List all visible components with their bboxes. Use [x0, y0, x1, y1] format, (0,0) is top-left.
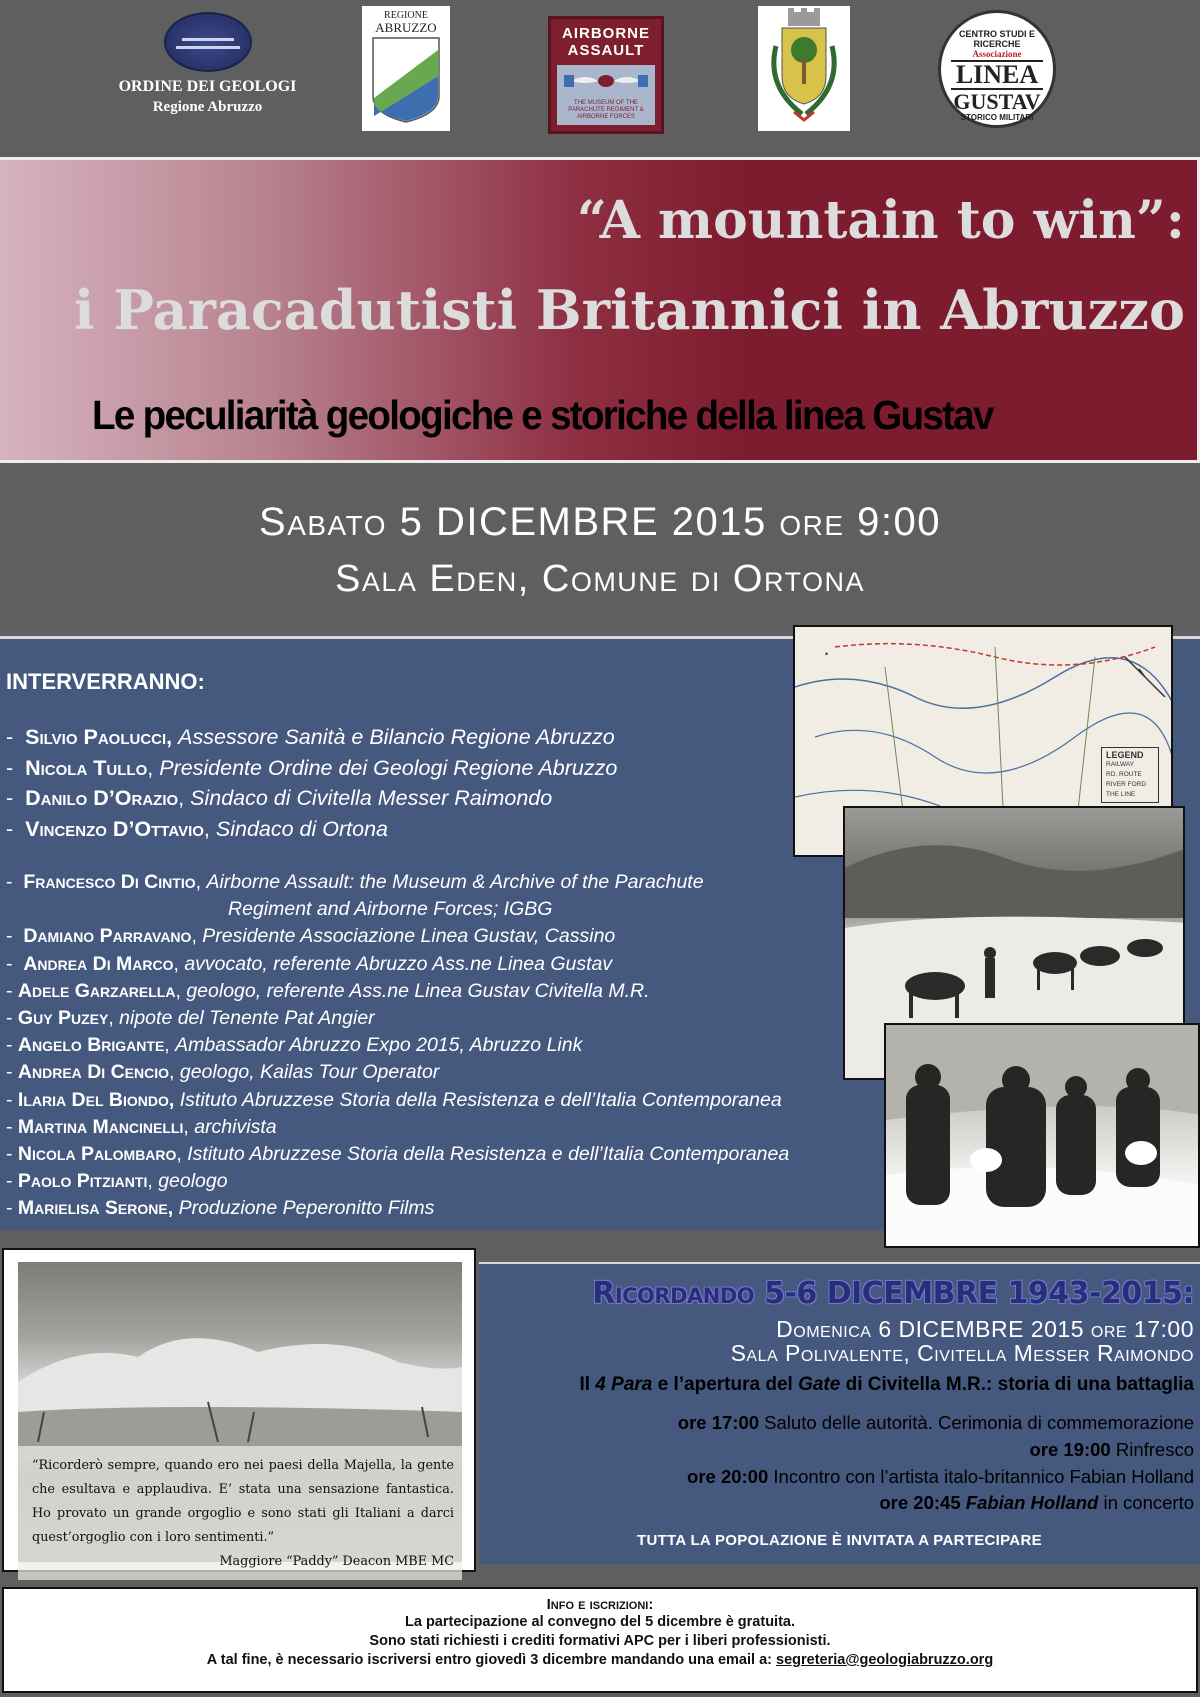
speaker-item: - Nicola Tullo, Presidente Ordine dei Geologi Regione Abruzzo: [6, 755, 618, 780]
event-date: Sabato 5 DICEMBRE 2015 ore 9:00: [259, 500, 941, 544]
event-venue: Sala Eden, Comune di Ortona: [334, 558, 866, 600]
speaker-role: Istituto Abruzzese Storia della Resistenza e dell’Italia Contemporanea: [187, 1142, 790, 1165]
program-item: [678, 1466, 1194, 1493]
program-item: [678, 1492, 1194, 1519]
speaker-name: Martina Mancinelli: [17, 1115, 184, 1138]
program-text: Saluto delle autorità. Cerimonia di commemorazione: [759, 1412, 1194, 1433]
deacon-quote: [18, 1446, 462, 1580]
speaker-name: Nicola Palombaro: [17, 1142, 177, 1165]
vintage-mountain-photo: [2, 1248, 476, 1572]
soldiers-drawing: [886, 1025, 1200, 1248]
speaker-item: - Silvio Paolucci, Assessore Sanità e Bilancio Regione Abruzzo: [6, 725, 615, 749]
speaker-role: geologo, referente Ass.ne Linea Gustav Civitella M.R.: [186, 979, 650, 1002]
logo-header: [0, 0, 1200, 150]
speaker-item: - Francesco Di Cintio, Airborne Assault: the Museum & Archive of the Parachute: [6, 871, 704, 893]
program-text: Rinfresco: [1110, 1438, 1194, 1460]
gustav-assoc-text: Associazione: [972, 49, 1022, 59]
title-line-2: i Paracadutisti Britannici in Abruzzo: [74, 278, 1185, 342]
abruzzo-label: ABRUZZO: [375, 20, 437, 35]
speaker-role: Ambassador Abruzzo Expo 2015, Abruzzo Link: [175, 1034, 583, 1057]
speaker-name: Paolo Pitzianti: [17, 1170, 148, 1193]
speaker-role: geologo: [158, 1170, 228, 1193]
program-time: ore 17:00: [677, 1412, 760, 1433]
speaker-name: Angelo Brigante: [17, 1034, 165, 1057]
program-text: in concerto: [1098, 1492, 1194, 1514]
civitella-coat-of-arms: [758, 6, 850, 131]
gustav-linea-text: LINEA: [951, 60, 1043, 90]
speaker-item: - Andrea Di Cencio, geologo, Kailas Tour Operator: [6, 1061, 440, 1084]
speaker-role: Istituto Abruzzese Storia della Resistenza e dell’Italia Contemporanea: [179, 1088, 782, 1111]
map-legend-title: LEGEND: [1106, 750, 1144, 760]
linea-gustav-logo: [938, 10, 1056, 128]
subtitle-italic: Gate: [798, 1374, 841, 1395]
speaker-role: Presidente Associazione Linea Gustav, Cassino: [202, 925, 616, 948]
speaker-name: Danilo D’Orazio: [25, 786, 179, 810]
ordine-geologi-logo: [100, 8, 315, 138]
event-date-block: [0, 470, 1200, 630]
speaker-item: - Adele Garzarella, geologo, referente Ass.ne Linea Gustav Civitella M.R.: [6, 979, 650, 1002]
speaker-role: Presidente Ordine dei Geologi Regione Abruzzo: [159, 755, 618, 780]
program-time: ore 20:45: [879, 1492, 961, 1514]
commemoration-panel: [479, 1262, 1200, 1564]
speaker-name: Vincenzo D’Ottavio: [25, 816, 204, 841]
info-line-2: Sono stati richiesti i crediti formativi APC per i liberi professionisti.: [369, 1633, 831, 1649]
speakers-heading: INTERVERRANNO:: [6, 669, 205, 694]
speaker-name: Damiano Parravano: [23, 925, 192, 948]
geologi-emblem-icon: [164, 12, 252, 72]
speaker-role-continued: Regiment and Airborne Forces; IGBG: [228, 898, 553, 921]
subtitle-part: di Civitella M.R.: storia di una battaglia: [840, 1374, 1194, 1395]
info-heading: Info e iscrizioni:: [546, 1596, 654, 1613]
speaker-name: Silvio Paolucci,: [25, 725, 173, 749]
info-footer: [2, 1587, 1198, 1693]
airborne-museum-text: THE MUSEUM OF THE PARACHUTE REGIMENT & AIRBORNE FORCES: [568, 100, 644, 120]
airborne-assault-logo: [548, 16, 664, 134]
speaker-name: Francesco Di Cintio: [23, 871, 196, 893]
subtitle-part: Il: [579, 1374, 596, 1395]
commemoration-date: Domenica 6 DICEMBRE 2015 ore 17:00: [776, 1316, 1194, 1342]
parachute-wings-icon: [561, 69, 651, 93]
speaker-role: Assessore Sanità e Bilancio Regione Abruzzo: [178, 725, 615, 749]
speaker-item: - Paolo Pitzianti, geologo: [6, 1170, 228, 1193]
map-legend-item: RD. ROUTE: [1106, 771, 1142, 778]
subtitle-part: e l’apertura del: [652, 1374, 799, 1395]
program-artist: Fabian Holland: [960, 1492, 1099, 1514]
speaker-role: nipote del Tenente Pat Angier: [119, 1006, 375, 1029]
title-banner: [0, 157, 1200, 463]
speakers-list-guests: [6, 871, 866, 1224]
info-line-3-text: A tal fine, è necessario iscriversi entro giovedì 3 dicembre mandando una email a:: [206, 1652, 776, 1668]
speakers-list-institutional: [6, 725, 866, 847]
program-time: ore 20:00: [687, 1465, 769, 1487]
geologi-name: ORDINE DEI GEOLOGI: [118, 78, 297, 95]
commemoration-subtitle: [579, 1374, 1194, 1396]
program-text: Incontro con l’artista italo-britannico Fabian Holland: [768, 1465, 1194, 1487]
regione-label: REGIONE: [384, 10, 428, 21]
airborne-label: AIRBORNE: [561, 25, 650, 42]
info-line-3: [4, 1651, 1196, 1670]
speaker-name: Guy Puzey: [17, 1006, 109, 1029]
map-legend: [1101, 747, 1159, 803]
speaker-name: Adele Garzarella: [17, 979, 176, 1002]
speaker-role: avvocato, referente Abruzzo Ass.ne Linea Gustav: [184, 952, 613, 975]
coat-of-arms-icon: [758, 6, 850, 131]
speaker-role: Sindaco di Ortona: [215, 816, 388, 841]
email-link[interactable]: segreteria@geologiabruzzo.org: [776, 1652, 994, 1668]
speaker-item: - Martina Mancinelli, archivista: [6, 1115, 277, 1138]
speaker-name: Andrea Di Marco: [23, 952, 174, 975]
speaker-item-continued: [6, 898, 866, 925]
regione-abruzzo-logo: [362, 6, 450, 131]
soldiers-in-snow-photo: [884, 1023, 1200, 1248]
speaker-role: archivista: [194, 1115, 277, 1138]
speaker-role: geologo, Kailas Tour Operator: [179, 1061, 440, 1084]
map-legend-item: RAILWAY: [1106, 761, 1135, 768]
airborne-museum-panel: [557, 65, 655, 125]
speaker-role: Sindaco di Civitella Messer Raimondo: [190, 786, 553, 810]
speaker-item: - Danilo D’Orazio, Sindaco di Civitella Messer Raimondo: [6, 786, 553, 810]
speaker-name: Marielisa Serone,: [17, 1197, 174, 1220]
title-line-1: “A mountain to win”:: [576, 190, 1185, 251]
gustav-name-text: GUSTAV: [953, 89, 1041, 114]
gustav-top-text: CENTRO STUDI E RICERCHE: [958, 29, 1035, 49]
map-legend-item: RIVER FORD: [1106, 781, 1147, 788]
speaker-item: - Angelo Brigante, Ambassador Abruzzo Expo 2015, Abruzzo Link: [6, 1034, 583, 1057]
geologi-region: Regione Abruzzo: [152, 99, 263, 115]
gustav-bottom-text: STORICO MILITARI: [960, 113, 1034, 122]
subtitle: Le peculiarità geologiche e storiche della linea Gustav: [92, 392, 993, 438]
speaker-name: Andrea Di Cencio: [17, 1061, 170, 1084]
speaker-item: - Vincenzo D’Ottavio, Sindaco di Ortona: [6, 816, 388, 841]
speaker-name: Nicola Tullo: [25, 755, 148, 780]
program-time: ore 19:00: [1029, 1438, 1111, 1460]
speaker-item: - Guy Puzey, nipote del Tenente Pat Angier: [6, 1006, 375, 1029]
program-item: [678, 1412, 1194, 1439]
program-item: [678, 1439, 1194, 1466]
quote-author: Maggiore “Paddy” Deacon MBE MC: [219, 1554, 454, 1569]
speaker-role: Produzione Peperonitto Films: [178, 1197, 435, 1220]
svg-text:•: •: [825, 649, 829, 659]
commemoration-heading: Ricordando 5-6 DICEMBRE 1943-2015:: [592, 1276, 1194, 1311]
speaker-item: - Andrea Di Marco, avvocato, referente Abruzzo Ass.ne Linea Gustav: [6, 952, 613, 975]
speaker-role: Airborne Assault: the Museum & Archive of the Parachute: [206, 871, 704, 893]
speaker-item: - Damiano Parravano, Presidente Associazione Linea Gustav, Cassino: [6, 925, 616, 948]
commemoration-venue: Sala Polivalente, Civitella Messer Raimondo: [730, 1340, 1194, 1366]
speaker-item: - Nicola Palombaro, Istituto Abruzzese Storia della Resistenza e dell’Italia Contemporanea: [6, 1142, 790, 1165]
subtitle-italic: 4 Para: [595, 1374, 653, 1395]
speaker-name: Ilaria Del Biondo,: [17, 1088, 175, 1111]
speaker-item: - Ilaria Del Biondo, Istituto Abruzzese Storia della Resistenza e dell’Italia Contemporanea: [6, 1088, 782, 1111]
invitation-text: TUTTA LA POPOLAZIONE È INVITATA A PARTECIPARE: [637, 1532, 1042, 1549]
program-list: [678, 1412, 1194, 1519]
speaker-item: - Marielisa Serone, Produzione Peperonitto Films: [6, 1197, 435, 1220]
info-line-1: La partecipazione al convegno del 5 dicembre è gratuita.: [405, 1614, 795, 1630]
assault-label: ASSAULT: [567, 42, 645, 59]
quote-text: “Ricorderò sempre, quando ero nei paesi della Majella, la gente che esultava e applaudiva. E’ stata una sensazione fantastica. Ho provato un grande orgoglio e sono stati gli Italiani a darci quest’orgoglio con i loro sentimenti.”: [32, 1458, 454, 1545]
map-legend-item: THE LINE: [1106, 791, 1136, 798]
abruzzo-shield-icon: [371, 36, 441, 124]
